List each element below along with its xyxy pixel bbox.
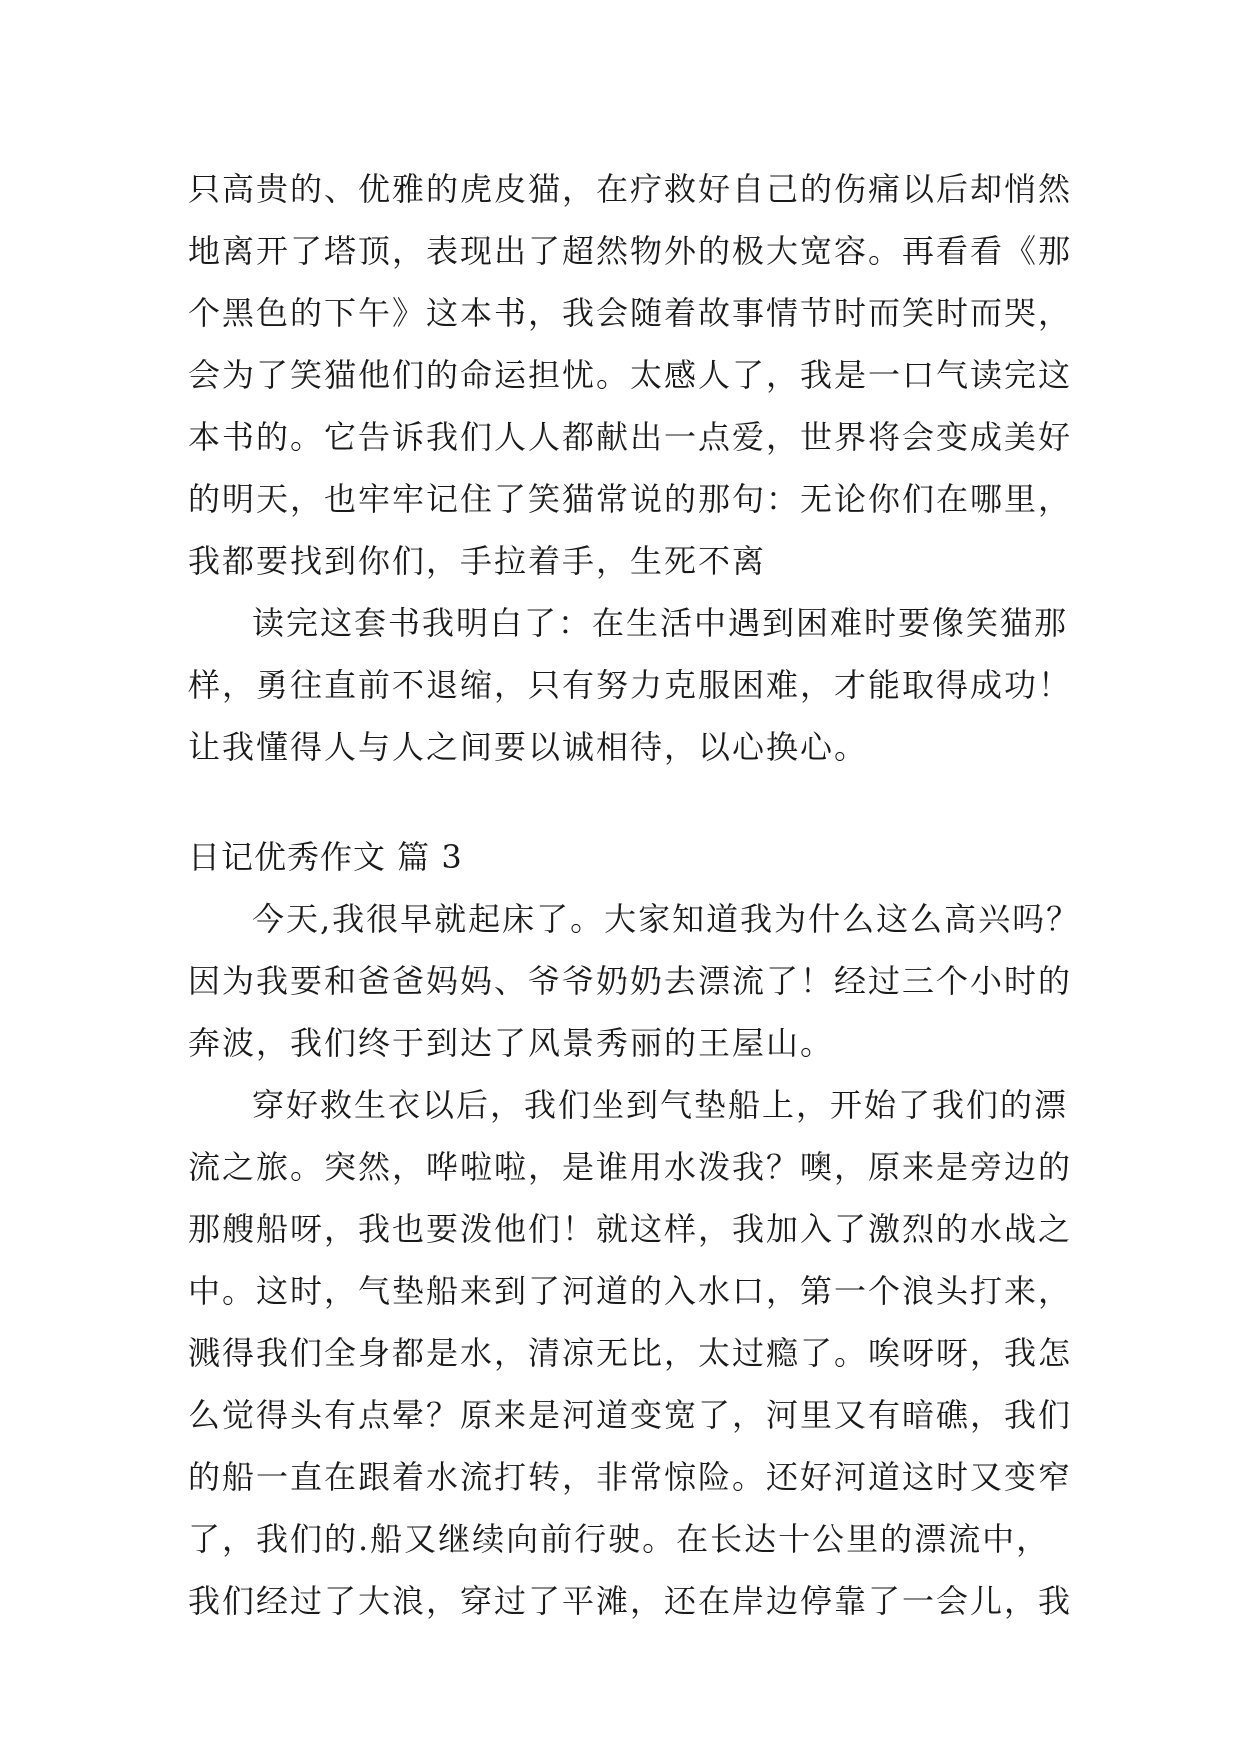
text-line: 会为了笑猫他们的命运担忧。太感人了，我是一口气读完这 [188, 356, 1073, 394]
text-line: 地离开了塔顶，表现出了超然物外的极大宽容。再看看《那 [188, 232, 1073, 270]
paragraph-continued [188, 158, 1073, 592]
text-line: 的船一直在跟着水流打转，非常惊险。还好河道这时又变窄 [188, 1458, 1073, 1496]
paragraph-intro [188, 888, 1081, 1074]
paragraph-rafting [188, 1074, 1073, 1632]
text-line: 本书的。它告诉我们人人都献出一点爱，世界将会变成美好 [188, 418, 1073, 456]
text-line: 个黑色的下午》这本书，我会随着故事情节时而笑时而哭， [188, 294, 1073, 332]
text-line: 的明天，也牢牢记住了笑猫常说的那句：无论你们在哪里， [188, 480, 1073, 518]
paragraph-conclusion [188, 592, 1073, 778]
text-line: 今天,我很早就起床了。大家知道我为什么这么高兴吗？ [252, 900, 1081, 938]
text-line: 我们经过了大浪，穿过了平滩，还在岸边停靠了一会儿，我 [188, 1582, 1073, 1620]
section-heading: 日记优秀作文 篇 3 [188, 838, 463, 876]
text-line: 奔波，我们终于到达了风景秀丽的王屋山。 [188, 1024, 835, 1062]
text-line: 溅得我们全身都是水，清凉无比，太过瘾了。唉呀呀，我怎 [188, 1334, 1073, 1372]
text-line: 读完这套书我明白了：在生活中遇到困难时要像笑猫那 [252, 604, 1069, 642]
document-body [188, 158, 1081, 1632]
text-line: 我都要找到你们，手拉着手，生死不离 [188, 542, 767, 580]
section-gap [188, 778, 1060, 826]
text-line: 流之旅。突然，哗啦啦，是谁用水泼我？噢，原来是旁边的 [188, 1148, 1073, 1186]
text-line: 了，我们的.船又继续向前行驶。在长达十公里的漂流中， [188, 1520, 1051, 1558]
text-line: 么觉得头有点晕？原来是河道变宽了，河里又有暗礁，我们 [188, 1396, 1073, 1434]
text-line: 只高贵的、优雅的虎皮猫，在疗救好自己的伤痛以后却悄然 [188, 170, 1073, 208]
text-line: 让我懂得人与人之间要以诚相待，以心换心。 [188, 728, 869, 766]
text-line: 样，勇往直前不退缩，只有努力克服困难，才能取得成功！ [188, 666, 1073, 704]
text-line: 因为我要和爸爸妈妈、爷爷奶奶去漂流了！经过三个小时的 [188, 962, 1073, 1000]
text-line: 那艘船呀，我也要泼他们！就这样，我加入了激烈的水战之 [188, 1210, 1073, 1248]
text-line: 中。这时，气垫船来到了河道的入水口，第一个浪头打来， [188, 1272, 1073, 1310]
text-line: 穿好救生衣以后，我们坐到气垫船上，开始了我们的漂 [252, 1086, 1069, 1124]
